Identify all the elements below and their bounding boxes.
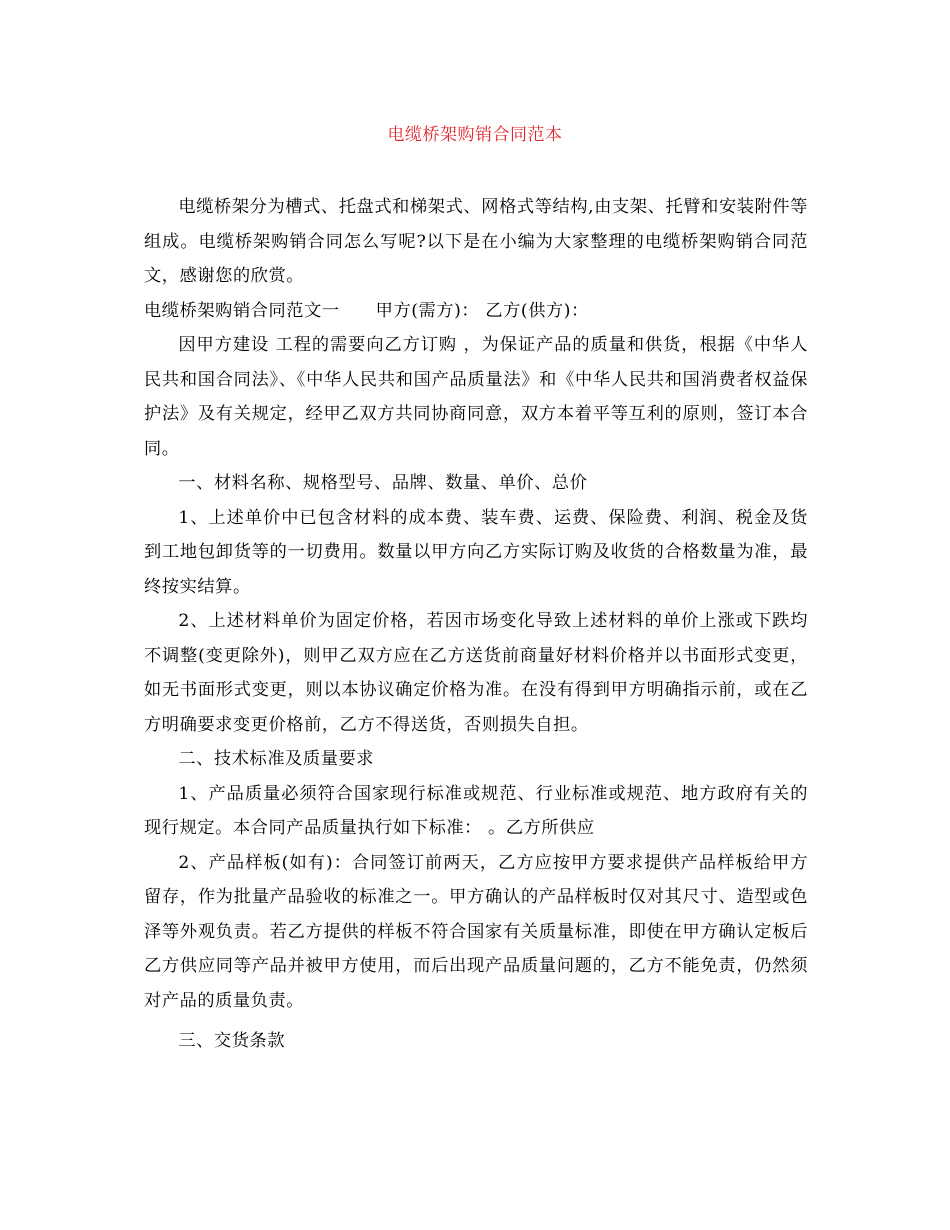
section-heading-delivery: 三、交货条款	[178, 1031, 286, 1051]
party-a-label: 甲方(需方)：	[375, 300, 480, 321]
sample-heading-label: 电缆桥架购销合同范文一	[144, 300, 340, 321]
sample-heading	[144, 294, 808, 329]
section-heading-quality: 二、技术标准及质量要求	[178, 749, 375, 769]
clause-2-2: 2、产品样板(如有)：合同签订前两天，乙方应按甲方要求提供产品样板给甲方留存，作为批量产品验收的标准之一。甲方确认的产品样板时仅对其尺寸、造型或色泽等外观负责。若乙方提供的样板不符合国家有关质量标准，即使在甲方确认定板后乙方供应同等产品并被甲方使用，而后出现产品质量问题的，乙方不能免责，仍然须对产品的质量负责。	[144, 852, 808, 1011]
intro-paragraph: 电缆桥架分为槽式、托盘式和梯架式、网格式等结构,由支架、托臂和安装附件等组成。电缆桥架购销合同怎么写呢?以下是在小编为大家整理的电缆桥架购销合同范文，感谢您的欣赏。	[144, 197, 808, 286]
clause-2-1: 1、产品质量必须符合国家现行标准或规范、行业标准或规范、地方政府有关的现行规定。本合同产品质量执行如下标准： 。乙方所供应	[144, 783, 808, 838]
party-b-label: 乙方(供方)：	[485, 300, 589, 321]
document-title: 电缆桥架购销合同范本	[387, 125, 563, 145]
preamble-paragraph: 因甲方建设 工程的需要向乙方订购 ，为保证产品的质量和供货，根据《中华人民共和国合同法》、《中华人民共和国产品质量法》和《中华人民共和国消费者权益保护法》及有关规定，经甲乙双方共同协商同意，双方本着平等互利的原则，签订本合同。	[144, 335, 808, 459]
section-heading-materials: 一、材料名称、规格型号、品牌、数量、单价、总价	[178, 473, 588, 493]
clause-1-2: 2、上述材料单价为固定价格，若因市场变化导致上述材料的单价上涨或下跌均不调整(变更除外)，则甲乙双方应在乙方送货前商量好材料价格并以书面形式变更，如无书面形式变更，则以本协议确定价格为准。在没有得到甲方明确指示前，或在乙方明确要求变更价格前，乙方不得送货，否则损失自担。	[144, 611, 808, 735]
document-body	[144, 190, 808, 1059]
clause-1-1: 1、上述单价中已包含材料的成本费、装车费、运费、保险费、利润、税金及货到工地包卸货等的一切费用。数量以甲方向乙方实际订购及收货的合格数量为准，最终按实结算。	[144, 507, 808, 597]
